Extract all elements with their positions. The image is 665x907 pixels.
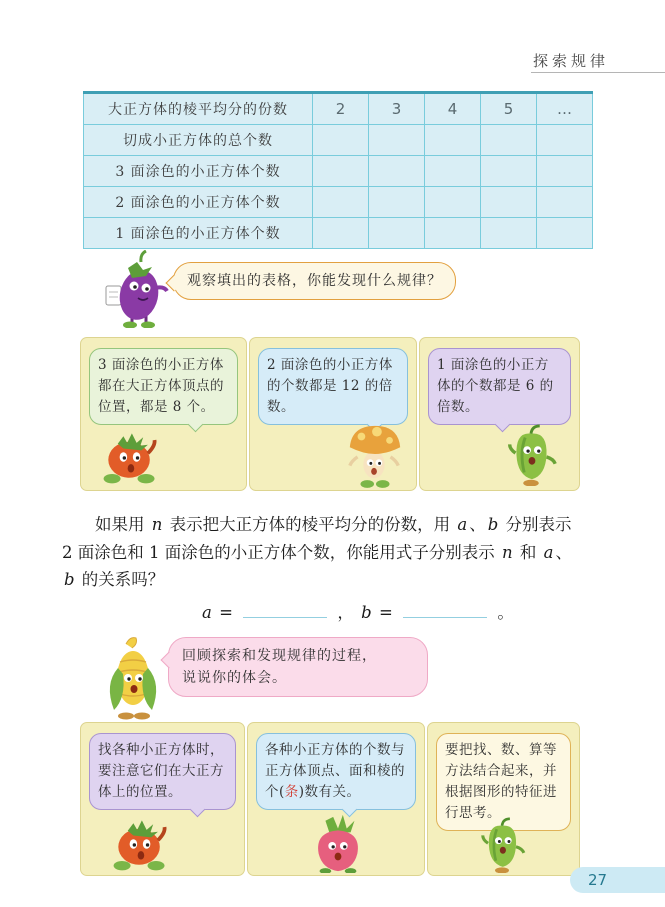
table-row <box>84 156 593 187</box>
data-cell: … <box>537 93 593 125</box>
bubble-text: 2 面涂色的小正方体的个数都是 12 的倍数。 <box>267 357 393 415</box>
eggplant-character-icon <box>100 250 174 328</box>
bubble-tail <box>188 417 204 433</box>
equals-sign: = <box>378 603 393 622</box>
radish-character-icon <box>306 813 370 873</box>
table-row <box>84 125 593 156</box>
bubble-text: 各种小正方体的个数与正方体顶点、面和棱的个( <box>265 742 405 800</box>
data-cell <box>481 125 537 156</box>
row-label: 3 面涂色的小正方体个数 <box>84 156 313 187</box>
speech-bubble <box>89 348 238 425</box>
tomato-character-icon <box>97 428 163 486</box>
mushroom-character-icon <box>344 418 406 488</box>
bubble-text: 回顾探索和发现规律的过程， <box>182 648 377 664</box>
period: 。 <box>497 603 514 622</box>
data-cell <box>369 218 425 249</box>
speech-bubble <box>256 733 416 810</box>
row-label: 大正方体的棱平均分的份数 <box>84 93 313 125</box>
var-b: b <box>487 515 499 534</box>
data-cell: 3 <box>369 93 425 125</box>
data-cell: 4 <box>425 93 481 125</box>
row-label: 切成小正方体的总个数 <box>84 125 313 156</box>
data-cell <box>425 125 481 156</box>
highlighted-char: 条 <box>284 784 299 800</box>
paragraph-line: 2 面涂色和 1 面涂色的小正方体个数，你能用式子分别表示 n 和 a 、 <box>62 542 572 562</box>
bubble-text: )数有关。 <box>298 784 361 800</box>
data-cell <box>425 218 481 249</box>
speech-bubble <box>89 733 236 810</box>
bubble-text: 说说你的体会。 <box>182 670 287 686</box>
equals-sign: = <box>219 603 233 622</box>
var-a: a <box>457 515 468 534</box>
green-pepper-character-icon <box>476 817 528 873</box>
finding-box-2-faces <box>249 337 417 491</box>
comma: ， <box>337 603 354 622</box>
tip-box-counts <box>247 722 425 876</box>
data-cell: 5 <box>481 93 537 125</box>
page-number-tab <box>570 867 665 893</box>
bubble-text: 3 面涂色的小正方体都在大正方体顶点的位置，都是 8 个。 <box>98 357 224 415</box>
data-cell <box>313 218 369 249</box>
data-cell <box>537 187 593 218</box>
data-cell <box>369 125 425 156</box>
data-cell <box>369 187 425 218</box>
var-n: n <box>501 542 513 562</box>
bubble-tail <box>189 802 205 818</box>
answer-blank-a <box>243 602 327 618</box>
var-a: a <box>543 542 554 562</box>
data-cell <box>369 156 425 187</box>
finding-box-1-face <box>419 337 580 491</box>
equation-line <box>200 599 514 623</box>
tip-box-methods <box>427 722 580 876</box>
data-cell <box>537 125 593 156</box>
answer-blank-b <box>403 602 487 618</box>
data-cell: 2 <box>313 93 369 125</box>
var-a: a <box>202 603 212 622</box>
data-cell <box>481 187 537 218</box>
page-number: 27 <box>588 871 608 889</box>
table-row <box>84 93 593 125</box>
data-cell <box>313 156 369 187</box>
speech-bubble <box>258 348 408 425</box>
row-label: 2 面涂色的小正方体个数 <box>84 187 313 218</box>
data-cell <box>313 125 369 156</box>
table-row <box>84 218 593 249</box>
finding-box-3-faces <box>80 337 247 491</box>
data-cell <box>481 218 537 249</box>
tip-box-position <box>80 722 245 876</box>
eggplant-speech-bubble <box>173 262 456 300</box>
bubble-text: 1 面涂色的小正方体的个数都是 6 的倍数。 <box>437 357 554 415</box>
bubble-text: 观察填出的表格，你能发现什么规律？ <box>187 273 442 289</box>
question-paragraph <box>62 511 628 594</box>
row-label: 1 面涂色的小正方体个数 <box>84 218 313 249</box>
bubble-text: 找各种小正方体时，要注意它们在大正方体上的位置。 <box>98 742 224 800</box>
var-n: n <box>151 515 163 534</box>
page-title: 探索规律 <box>533 52 610 70</box>
tomato-character-icon <box>107 815 173 873</box>
bubble-text: 要把找、数、算等方法结合起来，并根据图形的特征进行思考。 <box>445 742 557 821</box>
speech-bubble <box>428 348 571 425</box>
corn-speech-bubble <box>168 637 428 697</box>
data-cell <box>425 156 481 187</box>
header-rule <box>531 72 665 73</box>
corn-character-icon <box>96 636 170 720</box>
paragraph-line: 如果用 n 表示把大正方体的棱平均分的份数，用 a 、 b 分别表示 <box>95 515 572 534</box>
data-cell <box>313 187 369 218</box>
var-b: b <box>64 570 75 589</box>
var-b: b <box>361 603 372 622</box>
data-cell <box>537 156 593 187</box>
paragraph-line: b 的关系吗？ <box>64 570 165 589</box>
data-cell <box>537 218 593 249</box>
data-cell <box>481 156 537 187</box>
green-pepper-character-icon <box>503 424 559 486</box>
pattern-table <box>83 91 593 249</box>
data-cell <box>425 187 481 218</box>
table-row <box>84 187 593 218</box>
